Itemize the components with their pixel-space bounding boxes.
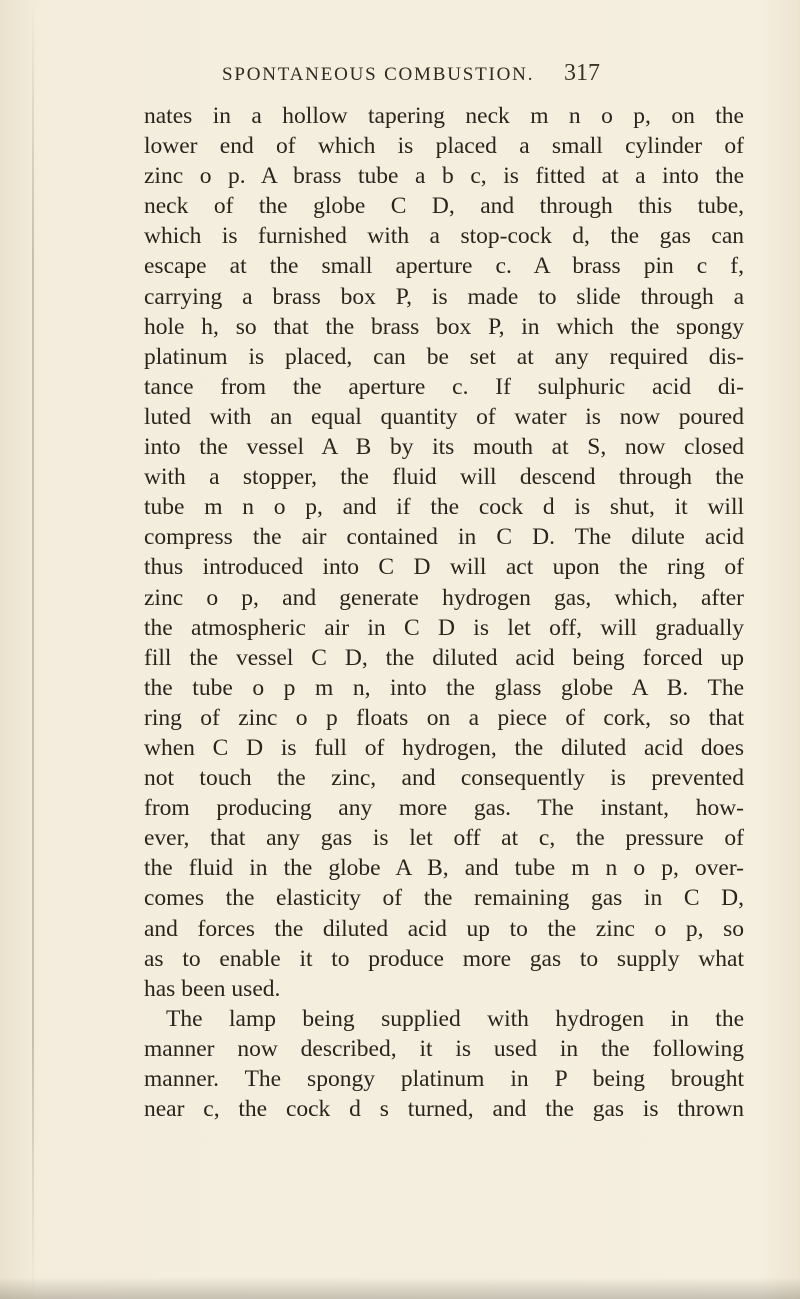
text-line: thus introduced into C D will act upon the ring of [144,554,744,581]
text-line: has been used. [144,975,281,1002]
text-line: ever, that any gas is let off at c, the pressure of [144,825,744,852]
text-line: escape at the small aperture c. A brass pin c f, [144,253,744,280]
text-line: nates in a hollow tapering neck m n o p, on the [144,103,744,129]
text-line: near c, the cock d s turned, and the gas is thrown [144,1096,744,1123]
text-line: tube m n o p, and if the cock d is shut, it will [144,494,744,521]
body-text [144,101,744,1124]
binding-gutter [32,0,34,1299]
text-line: into the vessel A B by its mouth at S, now closed [144,434,744,461]
text-line: platinum is placed, can be set at any required dis- [144,343,744,370]
text-line: zinc o p. A brass tube a b c, is fitted at a into the [144,163,744,190]
text-line: not touch the zinc, and consequently is prevented [144,765,744,792]
text-line: carrying a brass box P, is made to slide through a [144,283,744,310]
text-line: neck of the globe C D, and through this tube, [144,193,744,220]
text-line: and forces the diluted acid up to the zinc o p, so [144,915,744,942]
text-line: manner now described, it is used in the following [144,1035,744,1062]
text-line: with a stopper, the fluid will descend through the [144,464,744,491]
text-line: the tube o p m n, into the glass globe A B. The [144,674,744,701]
text-line: the fluid in the globe A B, and tube m n o p, over- [144,855,744,882]
page-number: 317 [564,60,600,86]
text-line: lower end of which is placed a small cylinder of [144,133,744,160]
text-line: compress the air contained in C D. The dilute acid [144,524,744,551]
text-line: manner. The spongy platinum in P being brought [144,1066,744,1092]
text-line: zinc o p, and generate hydrogen gas, which, after [144,584,744,611]
text-line: the atmospheric air in C D is let off, will gradually [144,614,744,641]
text-line: comes the elasticity of the remaining gas in C D, [144,885,744,912]
running-title: SPONTANEOUS COMBUSTION. [222,64,535,85]
text-line: luted with an equal quantity of water is now poured [144,403,744,430]
text-line: which is furnished with a stop-cock d, the gas can [144,223,744,250]
running-head [222,60,742,94]
page-bottom-edge [0,1277,800,1299]
text-line: fill the vessel C D, the diluted acid being forced up [144,644,744,671]
text-line: The lamp being supplied with hydrogen in the [166,1005,744,1032]
text-line: hole h, so that the brass box P, in which the spongy [144,313,744,340]
text-line: ring of zinc o p floats on a piece of cork, so that [144,704,744,731]
text-line: as to enable it to produce more gas to supply what [144,945,744,972]
text-line: tance from the aperture c. If sulphuric acid di- [144,373,744,400]
text-line: from producing any more gas. The instant, how- [144,795,744,822]
text-line: when C D is full of hydrogen, the diluted acid does [144,734,744,761]
